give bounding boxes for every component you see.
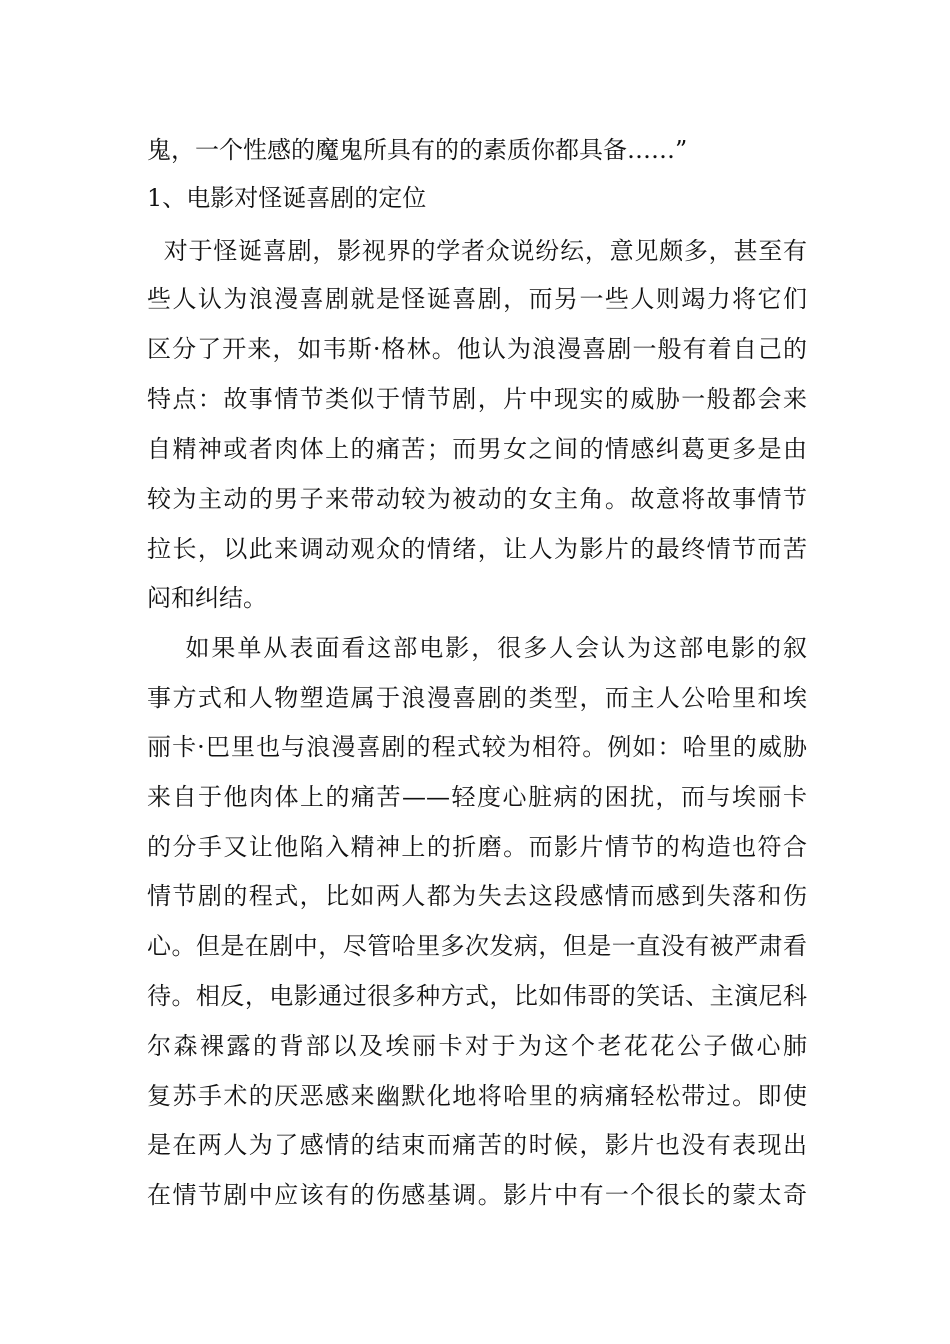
section-heading: 1、电影对怪诞喜剧的定位 — [147, 184, 427, 212]
text-line: 丽卡·巴里也与浪漫喜剧的程式较为相符。例如：哈里的威胁 — [147, 733, 807, 761]
text-line: 较为主动的男子来带动较为被动的女主角。故意将故事情节 — [147, 485, 807, 513]
text-line: 鬼，一个性感的魔鬼所具有的的素质你都具备……” — [147, 136, 688, 164]
text-line: 是在两人为了感情的结束而痛苦的时候，影片也没有表现出 — [147, 1131, 807, 1159]
text-line: 事方式和人物塑造属于浪漫喜剧的类型，而主人公哈里和埃 — [147, 684, 807, 712]
text-line: 闷和纠结。 — [147, 584, 267, 612]
text-line: 待。相反，电影通过很多种方式，比如伟哥的笑话、主演尼科 — [147, 982, 807, 1010]
text-line: 心。但是在剧中，尽管哈里多次发病，但是一直没有被严肃看 — [147, 932, 807, 960]
text-line: 复苏手术的厌恶感来幽默化地将哈里的病痛轻松带过。即使 — [147, 1082, 807, 1110]
text-line: 的分手又让他陷入精神上的折磨。而影片情节的构造也符合 — [147, 833, 807, 861]
text-line: 拉长，以此来调动观众的情绪，让人为影片的最终情节而苦 — [147, 535, 807, 563]
text-line: 自精神或者肉体上的痛苦；而男女之间的情感纠葛更多是由 — [147, 435, 807, 463]
text-line: 来自于他肉体上的痛苦——轻度心脏病的困扰，而与埃丽卡 — [147, 783, 807, 811]
text-line: 尔森裸露的背部以及埃丽卡对于为这个老花花公子做心肺 — [147, 1032, 807, 1060]
text-line: 区分了开来，如韦斯·格林。他认为浪漫喜剧一般有着自己的 — [147, 335, 807, 363]
text-line: 些人认为浪漫喜剧就是怪诞喜剧，而另一些人则竭力将它们 — [147, 285, 807, 313]
text-line: 特点：故事情节类似于情节剧，片中现实的威胁一般都会来 — [147, 385, 807, 413]
text-line: 在情节剧中应该有的伤感基调。影片中有一个很长的蒙太奇 — [147, 1181, 807, 1209]
text-line: 如果单从表面看这部电影，很多人会认为这部电影的叙 — [147, 634, 807, 662]
text-line: 情节剧的程式，比如两人都为失去这段感情而感到失落和伤 — [147, 882, 807, 910]
text-line: 对于怪诞喜剧，影视界的学者众说纷纭，意见颇多，甚至有 — [147, 237, 807, 265]
